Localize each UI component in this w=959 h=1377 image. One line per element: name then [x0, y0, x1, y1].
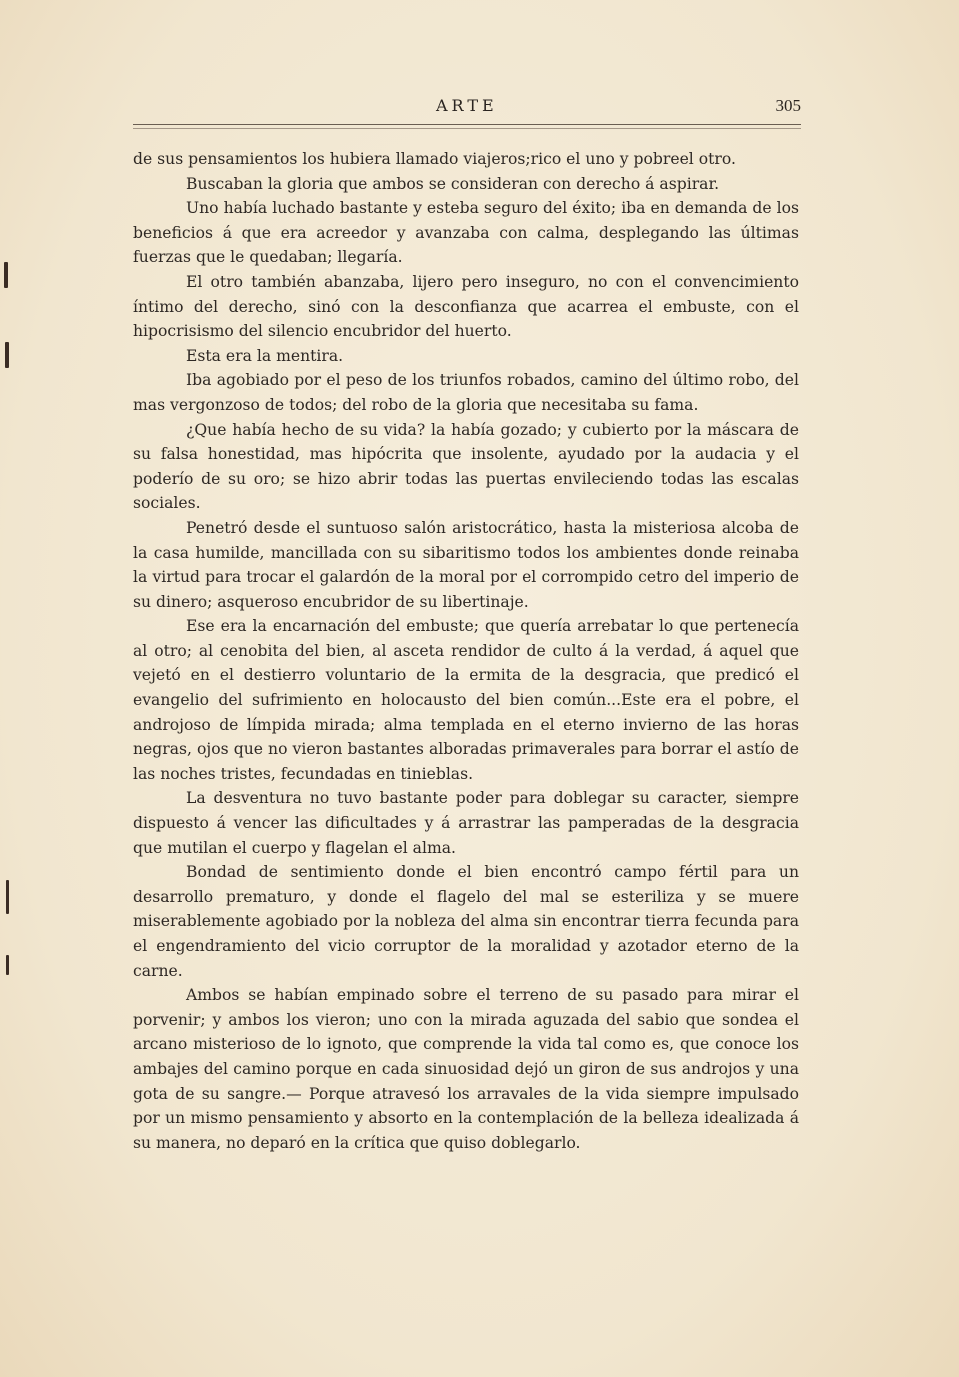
header-rule	[133, 124, 801, 125]
paragraph: Ambos se habían empinado sobre el terreno de su pasado para mirar el porvenir; y ambos los vieron; uno con la mirada aguzada del sabio que sondea el arcano misterioso de lo ignoto, que comprende la vida tal como es, que conoce los ambajes del camino porque en cada sinuosidad dejó un giron de sus androjos y una gota de su sangre.— Porque atravesó los arravales de la vida siempre impulsado por un mismo pensamiento y absorto en la contemplación de la belleza idealizada á su manera, no deparó en la crítica que quiso doblegarlo.	[133, 986, 799, 1152]
body-text	[133, 147, 799, 1155]
paragraph: Uno había luchado bastante y esteba seguro del éxito; iba en demanda de los beneficios á que era acreedor y avanzaba con calma, desplegando las últimas fuerzas que le quedaban; llegaría.	[133, 199, 799, 267]
binding-mark	[5, 342, 9, 368]
binding-mark	[4, 262, 8, 288]
paragraph: Penetró desde el suntuoso salón aristocrático, hasta la misteriosa alcoba de la casa humilde, mancillada con su sibaritismo todos los ambientes donde reinaba la virtud para trocar el galardón de la moral por el corrompido cetro del imperio de su dinero; asqueroso encubridor de su libertinaje.	[133, 518, 799, 611]
paragraph: ¿Que había hecho de su vida? la había gozado; y cubierto por la máscara de su falsa honestidad, mas hipócrita que insolente, ayudado por la audacia y el poderío de su oro; se hizo abrir todas las puertas envileciendo todas las escalas sociales.	[133, 420, 799, 513]
paragraph: Buscaban la gloria que ambos se consideran con derecho á aspirar.	[186, 174, 720, 193]
header-rule-thin	[133, 128, 801, 129]
paragraph: La desventura no tuvo bastante poder para doblegar su caracter, siempre dispuesto á vencer las dificultades y á arrastrar las pamperadas de la desgracia que mutilan el cuerpo y flagelan el alma.	[133, 789, 799, 857]
paragraph: de sus pensamientos los hubiera llamado viajeros;rico el uno y pobreel otro.	[133, 150, 736, 168]
header-title: ARTE	[436, 96, 498, 115]
running-header	[133, 93, 801, 123]
paragraph: Iba agobiado por el peso de los triunfos robados, camino del último robo, del mas vergonzoso de todos; del robo de la gloria que necesitaba su fama.	[133, 371, 799, 414]
paragraph: Bondad de sentimiento donde el bien encontró campo fértil para un desarrollo prematuro, y donde el flagelo del mal se esteriliza y se muere miserablemente agobiado por la nobleza del alma sin encontrar tierra fecunda para el engendramiento del vicio corruptor de la moralidad y azotador eterno de la carne.	[133, 863, 799, 980]
paragraph: Esta era la mentira.	[186, 346, 344, 365]
binding-mark	[6, 880, 9, 914]
page-number: 305	[775, 96, 801, 115]
paragraph: Ese era la encarnación del embuste; que quería arrebatar lo que pertenecía al otro; al cenobita del bien, al asceta rendidor de culto á la verdad, á aquel que vejetó en el destierro voluntario de la ermita de la desgracia, que predicó el evangelio del sufrimiento en holocausto del bien común...Este era el pobre, el androjoso de límpida mirada; alma templada en el eterno invierno de las horas negras, ojos que no vieron bastantes alboradas primaverales para borrar el astío de las noches tristes, fecundadas en tinieblas.	[133, 617, 799, 783]
binding-mark	[6, 955, 9, 975]
paragraph: El otro también abanzaba, lijero pero inseguro, no con el convencimiento íntimo del derecho, sinó con la desconfianza que acarrea el embuste, con el hipocrisismo del silencio encubridor del huerto.	[133, 272, 799, 341]
